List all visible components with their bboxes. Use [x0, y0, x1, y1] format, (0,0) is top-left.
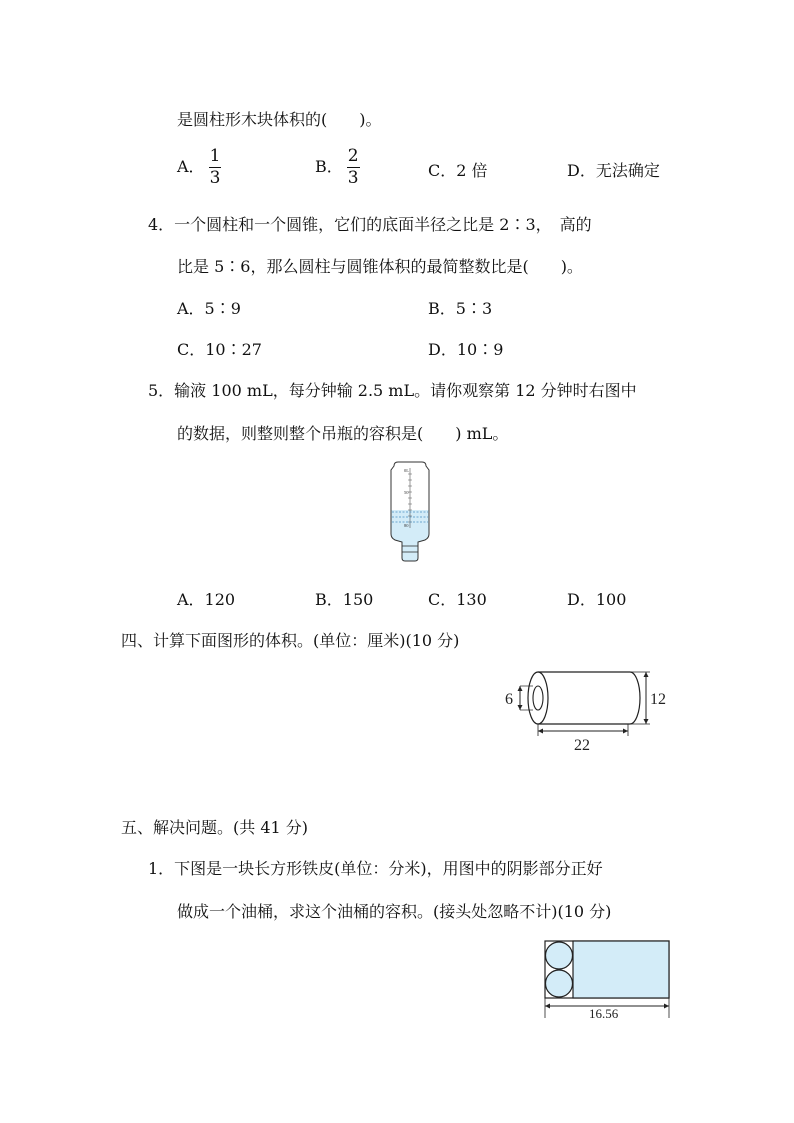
option-text: 无法确定	[595, 161, 660, 180]
fraction-numerator: 2	[347, 146, 359, 166]
q3-option-a[interactable]	[177, 148, 221, 187]
bottle-scale-label-bottom: 80	[404, 523, 409, 528]
problem-1-line-2: 做成一个油桶，求这个油桶的容积。(接头处忽略不计)(10 分)	[177, 902, 612, 921]
q3-option-b[interactable]	[315, 148, 360, 187]
q4-option-d[interactable]: D．10∶9	[428, 340, 504, 359]
q4-option-a[interactable]: A．5∶9	[177, 299, 241, 318]
q5-line-1: 5．输液 100 mL，每分钟输 2.5 mL。请你观察第 12 分钟时右图中	[148, 381, 637, 400]
q5-option-b[interactable]: B．150	[315, 590, 374, 609]
hollow-cylinder-figure	[500, 662, 680, 757]
sheet-length-label: 16.56	[589, 1006, 619, 1020]
section-5-title: 五、解决问题。(共 41 分)	[121, 818, 309, 837]
outer-diameter-label: 12	[650, 691, 666, 708]
section-4-title: 四、计算下面图形的体积。(单位：厘米)(10 分)	[121, 631, 460, 650]
option-letter: C．	[428, 161, 457, 180]
q4-line-2: 比是 5∶6，那么圆柱与圆锥体积的最简整数比是( )。	[177, 257, 583, 276]
length-label: 22	[574, 737, 590, 754]
fraction-denominator: 3	[209, 168, 221, 188]
fraction-denominator: 3	[347, 168, 359, 188]
q5-option-a[interactable]: A．120	[177, 590, 236, 609]
bottle-scale-label-middle: 50	[404, 490, 409, 495]
fraction	[209, 148, 222, 187]
q5-line-2: 的数据，则整则整个吊瓶的容积是( ) mL。	[177, 424, 509, 443]
bottle-scale-label-top: 0L	[404, 468, 409, 473]
option-letter: B．	[315, 157, 343, 176]
q5-option-d[interactable]: D．100	[567, 590, 627, 609]
fraction-numerator: 1	[209, 146, 221, 166]
problem-1-line-1: 1．下图是一块长方形铁皮(单位：分米)，用图中的阴影部分正好	[148, 859, 603, 878]
q4-line-1: 4．一个圆柱和一个圆锥，它们的底面半径之比是 2∶3， 高的	[148, 215, 592, 234]
q3-option-c[interactable]	[428, 158, 488, 181]
q4-option-b[interactable]: B．5∶3	[428, 299, 493, 318]
option-letter: A．	[177, 157, 205, 176]
inner-diameter-label: 6	[505, 691, 513, 708]
q3-tail-text: 是圆柱形木块体积的( )。	[177, 110, 382, 129]
option-letter: D．	[567, 161, 596, 180]
option-text: 2 倍	[456, 161, 488, 180]
iv-bottle-figure	[380, 460, 440, 565]
iron-sheet-figure	[540, 938, 674, 1020]
q4-option-c[interactable]: C．10∶27	[177, 340, 262, 359]
q3-option-d[interactable]	[567, 158, 660, 181]
q5-option-c[interactable]: C．130	[428, 590, 487, 609]
fraction	[347, 148, 360, 187]
